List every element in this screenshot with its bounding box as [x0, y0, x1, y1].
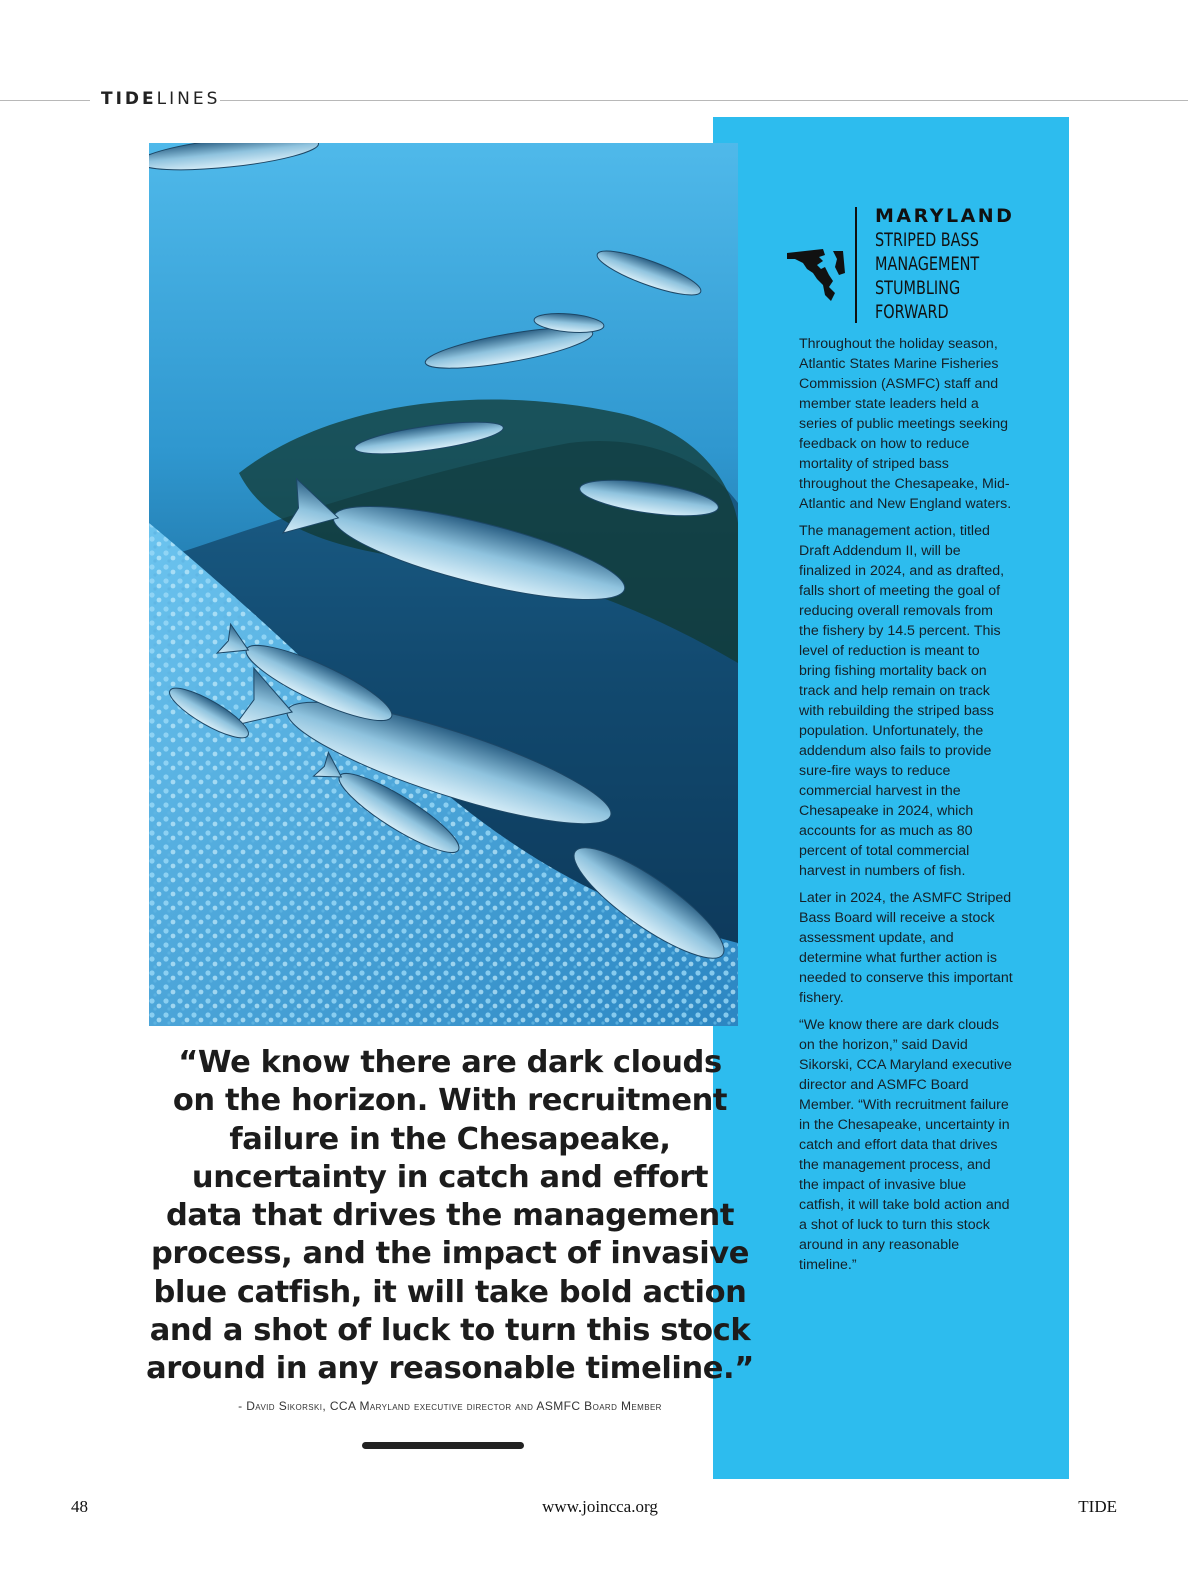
sidebar-subtitle-line: FORWARD	[875, 302, 949, 323]
pull-quote	[130, 1044, 770, 1389]
sidebar-subtitle-line: STRIPED BASS	[875, 230, 979, 251]
pull-quote-line: “We know there are dark clouds	[178, 1045, 722, 1080]
pull-quote-line: data that drives the management	[165, 1198, 735, 1234]
header-rule-left	[0, 100, 90, 101]
article-paragraph: “We know there are dark clouds on the horizon,” said David Sikorski, CCA Maryland executive director and ASMFC Board Member. “With recruitment failure in the Chesapeake, uncertainty in catch and effort data that drives the management process, and the impact of invasive blue catfish, it will take bold action and a shot of luck to turn this stock around in any reasonable timeline.”	[799, 1017, 1012, 1273]
pull-quote-line: on the horizon. With recruitment	[172, 1083, 728, 1119]
footer-magazine-name: TIDE	[1078, 1497, 1117, 1516]
sidebar-subtitle-line: STUMBLING	[875, 278, 961, 299]
pull-quote-line: failure in the Chesapeake,	[229, 1121, 671, 1157]
pull-quote-line: blue catfish, it will take bold action	[153, 1274, 747, 1310]
header-rule-right	[220, 100, 1188, 101]
sidebar-state-title: MARYLAND	[875, 205, 1015, 227]
quote-decorative-bar	[362, 1442, 524, 1449]
article-paragraph: The management action, titled Draft Addendum II, will be finalized in 2024, and as drafted, falls short of meeting the goal of reducing overall removals from the fishery by 14.5 percent. This level of reduction is meant to bring fishing mortality back on track and help remain on track with rebuilding the striped bass population. Unfortunately, the addendum also fails to provide sure-fire ways to reduce commercial harvest in the Chesapeake in 2024, which accounts for as much as 80 percent of total commercial harvest in numbers of fish.	[799, 523, 1005, 879]
maryland-map-icon	[785, 245, 847, 303]
sidebar-subtitle	[875, 229, 992, 325]
sidebar-subtitle-line: MANAGEMENT	[875, 254, 980, 275]
pull-quote-line: uncertainty in catch and effort	[191, 1159, 709, 1195]
sidebar-heading	[785, 205, 1045, 330]
pull-quote-line: process, and the impact of invasive	[150, 1236, 750, 1272]
striped-bass-photo	[149, 143, 738, 1026]
article-body	[799, 334, 1013, 1282]
heading-divider	[855, 207, 857, 323]
section-label-light: LINES	[156, 89, 221, 109]
footer-url: www.joincca.org	[542, 1497, 658, 1516]
pull-quote-line: and a shot of luck to turn this stock	[149, 1313, 751, 1349]
pull-quote-line: around in any reasonable timeline.”	[146, 1351, 754, 1387]
article-paragraph: Later in 2024, the ASMFC Striped Bass Board will receive a stock assessment update, and determine what further action is needed to conserve this important fishery.	[799, 890, 1013, 1006]
article-paragraph: Throughout the holiday season, Atlantic States Marine Fisheries Commission (ASMFC) staff and member state leaders held a series of public meetings seeking feedback on how to reduce mortality of striped bass throughout the Chesapeake, Mid-Atlantic and New England waters.	[799, 336, 1012, 512]
footer-page-number: 48	[71, 1497, 88, 1516]
section-label-bold: TIDE	[101, 89, 157, 109]
section-label	[101, 89, 220, 109]
quote-attribution: - David Sikorski, CCA Maryland executive director and ASMFC Board Member	[238, 1399, 662, 1413]
